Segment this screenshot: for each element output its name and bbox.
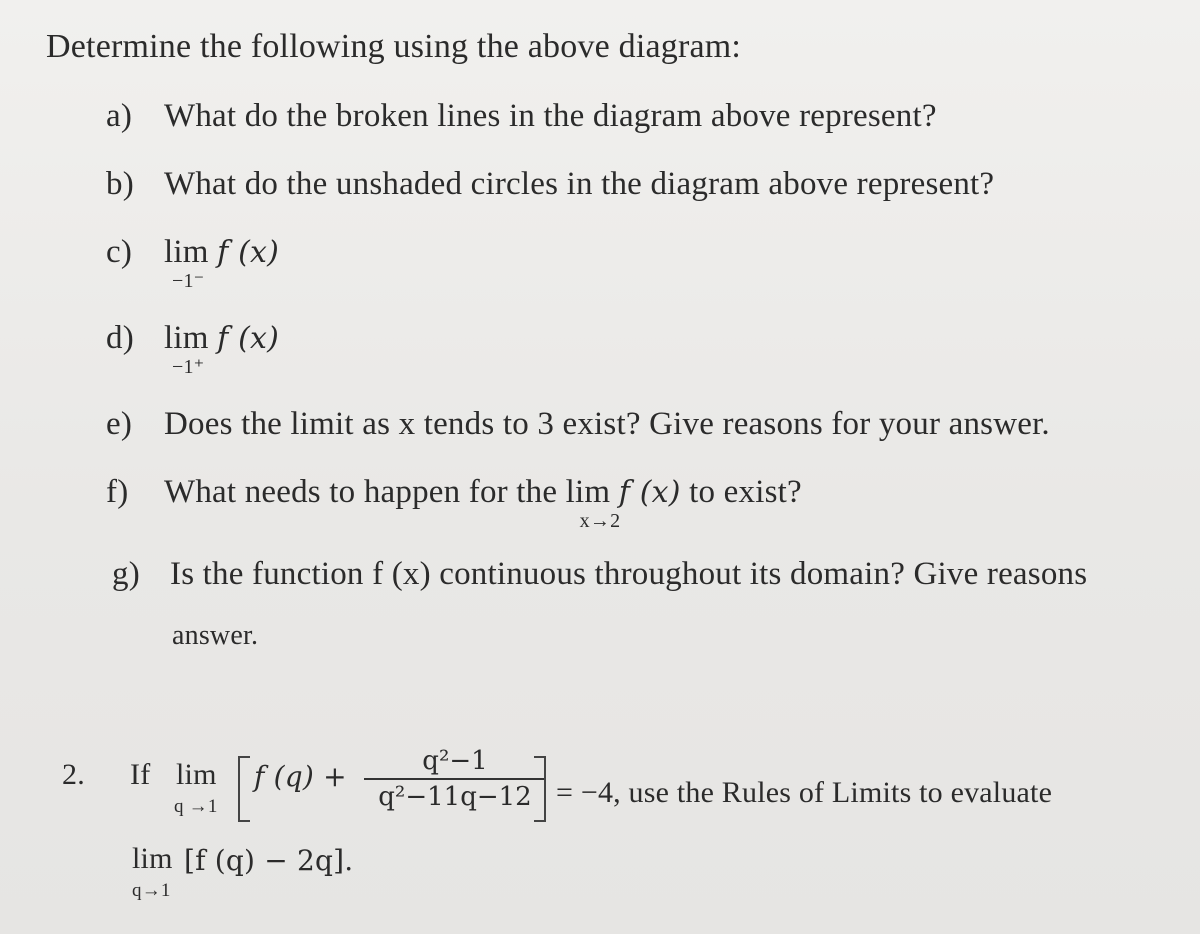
item-d-lim: lim −1⁺ <box>164 320 209 378</box>
item-g-text: Is the function f (x) continuous throughout its domain? Give reasons <box>170 556 1088 592</box>
item-f-lim: lim x→2 <box>565 474 621 532</box>
item-d <box>106 320 280 378</box>
item-e-text: Does the limit as x tends to 3 exist? Give reasons for your answer. <box>164 406 1050 442</box>
item-g <box>112 556 1087 593</box>
item-f <box>106 474 802 532</box>
item-e-label: e) <box>106 406 133 442</box>
item-c-label: c) <box>106 234 133 270</box>
question2-lim-subscript: q →1 <box>174 796 218 817</box>
instructions-heading: Determine the following using the above diagram: <box>46 28 742 65</box>
question2-lim2: lim <box>132 842 173 875</box>
question2-right-bracket <box>534 756 546 822</box>
item-e <box>106 406 1050 443</box>
item-f-lim-subscript: x→2 <box>579 510 621 532</box>
question2-expression: [f (q) − 2q]. <box>184 844 354 877</box>
item-a <box>106 98 937 135</box>
item-a-label: a) <box>106 98 133 134</box>
item-c-lim: lim −1⁻ <box>164 234 209 292</box>
item-c <box>106 234 280 292</box>
item-f-function: f (x) <box>618 475 681 510</box>
item-b-text: What do the unshaded circles in the diagram above represent? <box>164 166 995 202</box>
item-f-text-after: to exist? <box>689 474 802 510</box>
item-a-text: What do the broken lines in the diagram above represent? <box>164 98 937 134</box>
item-g-label: g) <box>112 556 140 592</box>
question2-if: If <box>130 758 151 791</box>
item-d-function: f (x) <box>217 321 280 356</box>
question2-fraction <box>364 746 546 812</box>
item-d-label: d) <box>106 320 134 356</box>
item-b <box>106 166 994 203</box>
question2-left-bracket <box>238 756 250 822</box>
item-c-function: f (x) <box>217 235 280 270</box>
question2-numerator: q²−1 <box>422 746 488 776</box>
question2-denominator: q²−11q−12 <box>378 782 532 812</box>
item-f-label: f) <box>106 474 129 510</box>
question2-number: 2. <box>62 758 85 791</box>
item-d-lim-subscript: −1⁺ <box>172 356 205 378</box>
question2-function: f (q) + <box>254 760 347 793</box>
item-g-continuation: answer. <box>172 620 259 651</box>
item-f-text-before: What needs to happen for the <box>164 474 558 510</box>
item-b-label: b) <box>106 166 134 202</box>
question2-rhs: = −4, use the Rules of Limits to evaluate <box>556 776 1053 809</box>
item-c-lim-subscript: −1⁻ <box>172 270 205 292</box>
question2-fraction-bar <box>364 778 546 780</box>
question2-lim: lim <box>176 758 217 791</box>
question2-lim2-subscript: q→1 <box>132 880 171 901</box>
